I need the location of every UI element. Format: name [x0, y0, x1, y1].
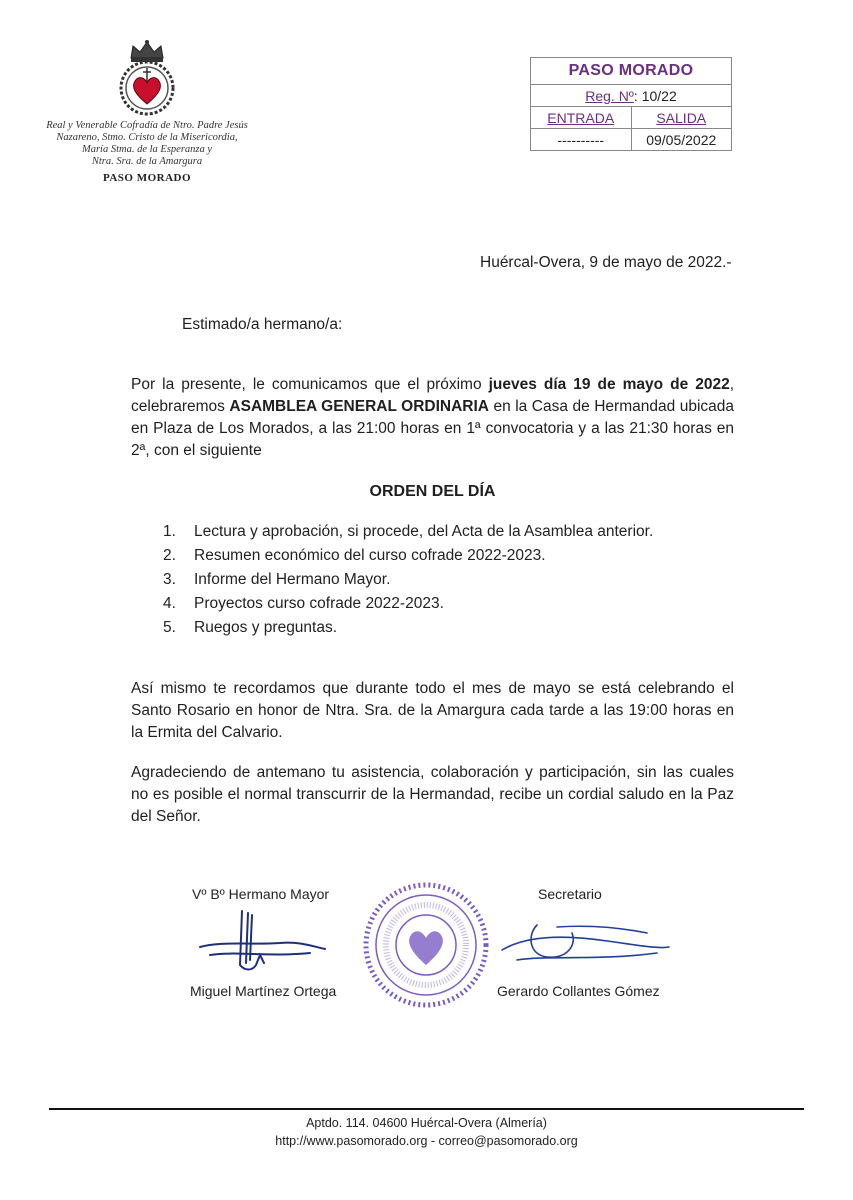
agenda-text: Lectura y aprobación, si procede, del Acta de la Asamblea anterior. — [194, 523, 654, 540]
signature-right-icon — [497, 905, 672, 975]
organization-name — [40, 120, 254, 168]
paragraph-text: en la Casa de Hermandad ubicada en Plaza de Los Morados, a las 21:00 horas en 1ª convocatoria y a las 21:30 horas en 2ª, con el siguiente — [131, 398, 734, 459]
salida-value: 09/05/2022 — [646, 131, 717, 148]
seal-icon — [361, 870, 491, 1020]
paragraph-rosary: Así mismo te recordamos que durante todo el mes de mayo se está celebrando el Santo Rosario en honor de Ntra. Sra. de la Amargura cada tarde a las 19:00 horas en la Ermita del Calvario. — [131, 680, 734, 741]
agenda-text: Resumen económico del curso cofrade 2022-2023. — [194, 547, 546, 564]
register-number-value: : 10/22 — [633, 87, 677, 104]
agenda-title: ORDEN DEL DÍA — [369, 483, 496, 500]
meeting-date: jueves día 19 de mayo de 2022 — [488, 376, 730, 393]
signature-right-title: Secretario — [538, 886, 602, 902]
agenda-number: 5. — [163, 619, 176, 636]
agenda-item — [163, 544, 653, 568]
register-title: PASO MORADO — [568, 62, 694, 79]
agenda-text: Informe del Hermano Mayor. — [194, 571, 391, 588]
organization-line: Real y Venerable Cofradía de Ntro. Padre Jesús — [46, 120, 248, 131]
paragraph-closing: Agradeciendo de antemano tu asistencia, colaboración y participación, sin las cuales no es posible el normal transcurrir de la Hermandad, recibe un cordial saludo en la Paz del Señor. — [131, 764, 734, 825]
agenda-item — [163, 616, 653, 640]
signature-left-icon — [190, 905, 330, 980]
footer-contact: http://www.pasomorado.org - correo@pasomorado.org — [275, 1134, 578, 1148]
place-date: Huércal-Overa, 9 de mayo de 2022.- — [480, 254, 732, 271]
crest-icon — [107, 38, 187, 118]
register-number-label: Reg. Nº — [585, 87, 634, 104]
signature-left-title: Vº Bº Hermano Mayor — [192, 886, 330, 902]
greeting: Estimado/a hermano/a: — [182, 316, 343, 333]
footer-divider — [49, 1108, 804, 1110]
organization-line: Nazareno, Stmo. Cristo de la Misericordia, — [56, 132, 238, 143]
paragraph-text: , celebraremos — [131, 376, 734, 415]
salida-label: SALIDA — [656, 109, 707, 126]
agenda-text: Ruegos y preguntas. — [194, 619, 338, 636]
organization-line: María Stma. de la Esperanza y — [81, 144, 213, 155]
agenda-list — [163, 520, 653, 640]
register-number — [531, 88, 731, 104]
agenda-number: 3. — [163, 571, 176, 588]
agenda-number: 4. — [163, 595, 176, 612]
signature-left-name: Miguel Martínez Ortega — [190, 983, 337, 999]
signature-right-name: Gerardo Collantes Gómez — [497, 983, 660, 999]
footer-address: Aptdo. 114. 04600 Huércal-Overa (Almería) — [306, 1116, 547, 1130]
paragraph-text: Por la presente, le comunicamos que el próximo — [131, 376, 489, 393]
agenda-text: Proyectos curso cofrade 2022-2023. — [194, 595, 444, 612]
agenda-item — [163, 520, 653, 544]
agenda-number: 1. — [163, 523, 176, 540]
paragraph-convocation — [131, 374, 734, 462]
agenda-number: 2. — [163, 547, 176, 564]
entrada-value: ---------- — [557, 131, 605, 148]
register-box — [530, 57, 732, 151]
organization-short-name: PASO MORADO — [102, 172, 192, 184]
agenda-item — [163, 592, 653, 616]
organization-line: Ntra. Sra. de la Amargura — [91, 156, 203, 167]
entrada-label: ENTRADA — [547, 109, 615, 126]
meeting-type: ASAMBLEA GENERAL ORDINARIA — [229, 398, 489, 415]
agenda-item — [163, 568, 653, 592]
